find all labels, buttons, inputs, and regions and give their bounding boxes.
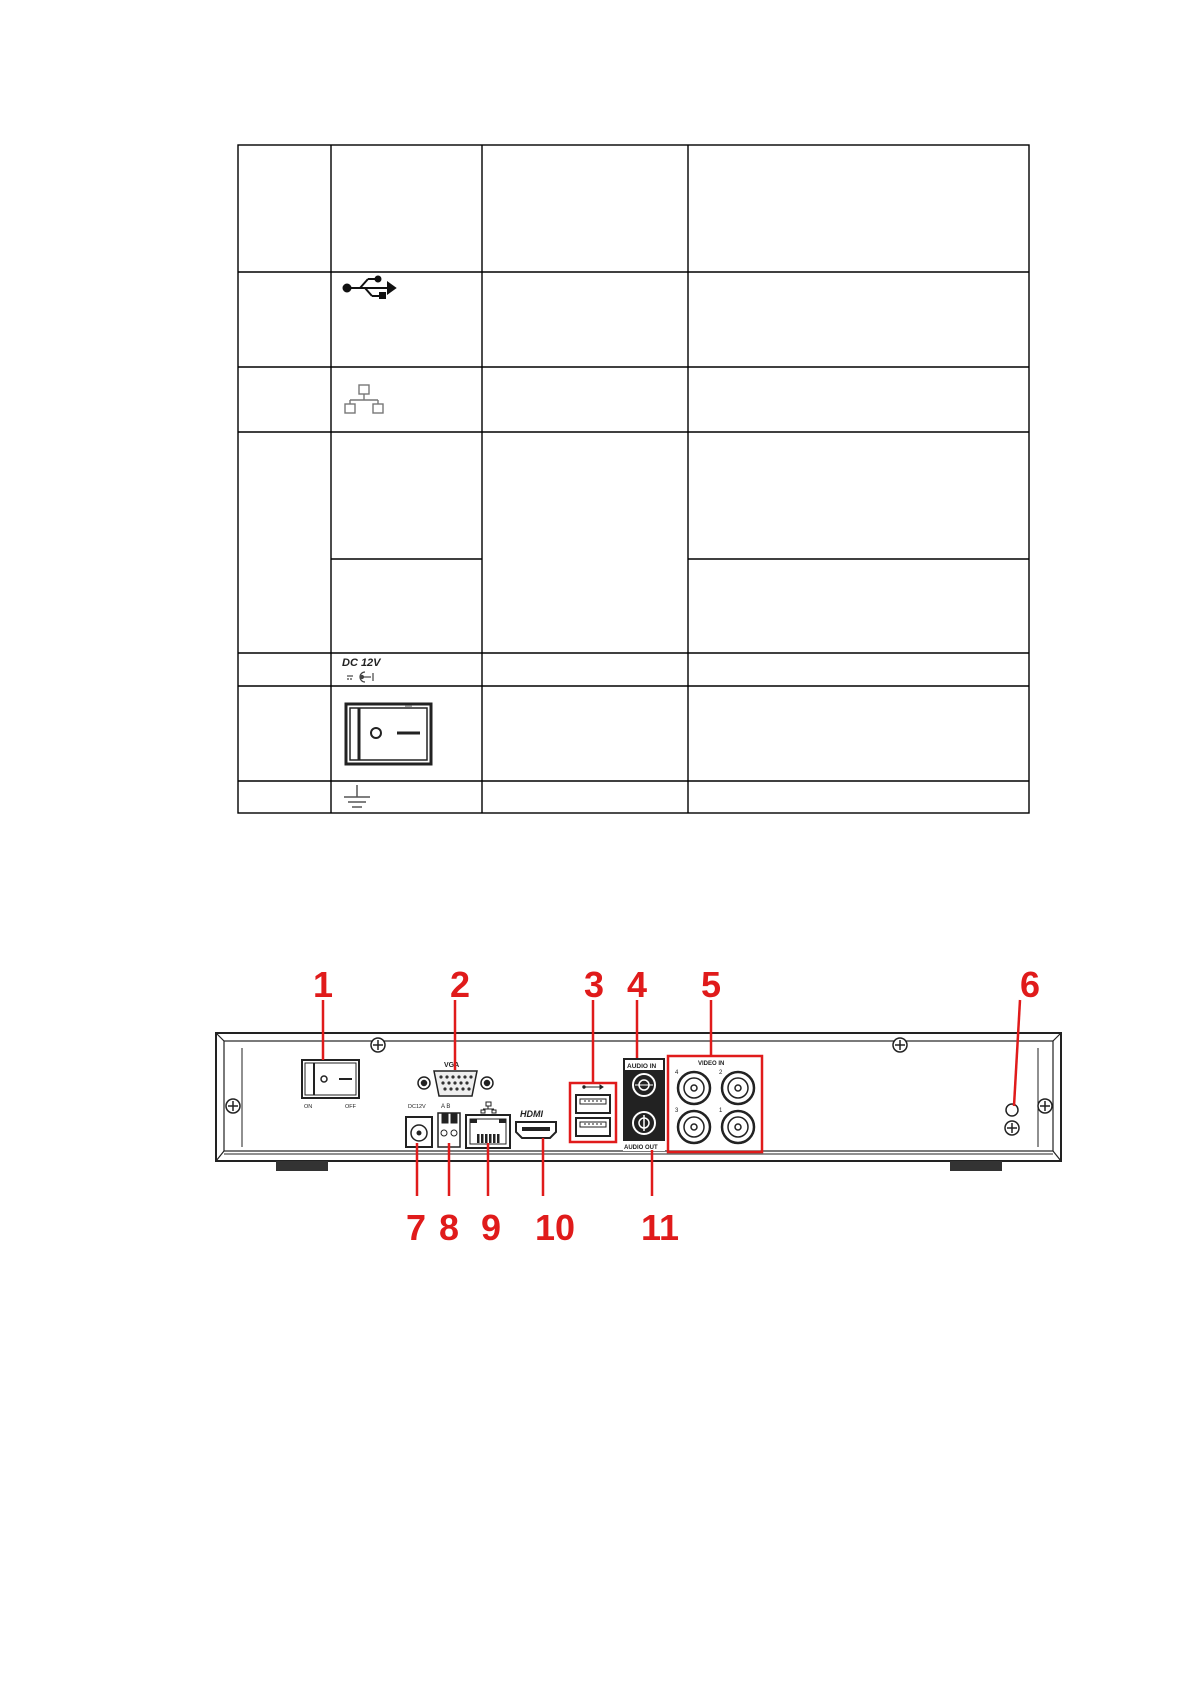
callout-number: 8 <box>438 1207 460 1248</box>
screw-icon <box>226 1099 240 1113</box>
channel-label: 2 <box>719 1070 723 1076</box>
switch-off-label: OFF <box>345 1104 356 1110</box>
bnc-video-port <box>678 1111 710 1143</box>
screw-icon <box>371 1038 385 1052</box>
foot <box>950 1161 1002 1171</box>
dc12v-label: DC12V <box>408 1104 426 1110</box>
screw-icon <box>1038 1099 1052 1113</box>
power-switch <box>302 1060 359 1098</box>
bnc-video-port <box>722 1111 754 1143</box>
audio-out-label: AUDIO OUT <box>624 1145 658 1151</box>
network-label-icon <box>481 1102 496 1113</box>
rs485-label: A B <box>441 1104 451 1110</box>
callout-number: 3 <box>583 964 605 1005</box>
channel-label: 4 <box>675 1070 679 1076</box>
foot <box>276 1161 328 1171</box>
dc-power-port <box>406 1117 432 1147</box>
vga-label: VGA <box>444 1062 460 1069</box>
audio-panel <box>623 1058 665 1150</box>
hdmi-label: HDMI <box>520 1109 543 1119</box>
usb-port <box>576 1118 610 1136</box>
callout-number: 5 <box>700 964 722 1005</box>
callout-number: 6 <box>1019 964 1041 1005</box>
channel-label: 1 <box>719 1108 723 1114</box>
callout-number: 4 <box>626 964 648 1005</box>
switch-on-label: ON <box>304 1104 313 1110</box>
callout-number: 1 <box>312 964 334 1005</box>
callout-number: 9 <box>480 1207 502 1248</box>
channel-label: 3 <box>675 1108 679 1114</box>
ground-screw <box>1005 1104 1019 1135</box>
hdmi-port <box>516 1122 556 1138</box>
callout-number: 2 <box>449 964 471 1005</box>
audio-in-label: AUDIO IN <box>627 1063 657 1070</box>
callout-number: 7 <box>405 1207 427 1248</box>
callout-number: 11 <box>640 1207 680 1248</box>
rs485-port <box>438 1113 460 1147</box>
callout-number: 10 <box>534 1207 576 1248</box>
usb-port <box>576 1095 610 1113</box>
callout-line <box>1014 1000 1020 1106</box>
usb-label-icon <box>583 1085 603 1089</box>
bnc-video-port <box>722 1072 754 1104</box>
dc-label: DC 12V <box>342 657 381 669</box>
vga-port <box>418 1071 493 1096</box>
screw-icon <box>893 1038 907 1052</box>
video-in-label: VIDEO IN <box>698 1061 725 1067</box>
bnc-video-port <box>678 1072 710 1104</box>
